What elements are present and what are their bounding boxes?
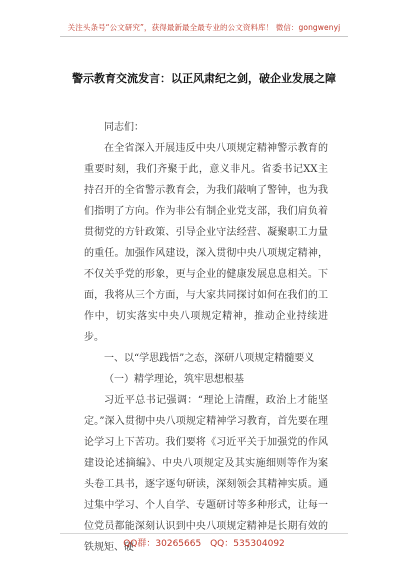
section-heading-1: 一、以“学思践悟”之态，深研八项规定精髓要义 <box>104 353 315 364</box>
header-divider <box>60 36 348 37</box>
footer-qq-number: QQ：535304092 <box>210 539 285 549</box>
footer-divider <box>60 533 348 534</box>
footer-qq-group: QQ群：30265665 <box>123 539 202 549</box>
paragraph-intro: 在全省深入开展违反中央八项规定精神警示教育的重要时刻，我们齐聚于此，意义非凡。省委书记XX主持召开的全省警示教育会，为我们敲响了警钟，也为我们指明了方向。作为非公有制企业党支部，我们肩负着贯彻党的方针政策、引导企业守法经营、凝聚职工力量的重任。加强作风建设，深入贯彻中央八项规定精神，不仅关乎党的形象，更与企业的健康发展息息相关。下面，我将从三个方面，与大家共同探讨如何在我们的工作中，切实落实中央八项规定精神，推动企业持续进步。 <box>84 143 328 343</box>
paragraph-theory: 习近平总书记强调：“理论上清醒，政治上才能坚定。”深入贯彻中央八项规定精神学习教育，首先要在理论学习上下苦功。我们要将《习近平关于加强党的作风建设论述摘编》、中央八项规定及其实施细则等作为案头卷工具书，逐字逐句研读，深刻领会其精神实质。通过集中学习、个人自学、专题研讨等多种形式，让每一位党员都能深刻认识到中央八项规定精神是长期有效的铁规矩、硬 <box>84 395 328 553</box>
footer-contact <box>0 536 408 549</box>
header-note: 关注头条号“公文研究”，获得最新最全最专业的公文资料库！ 微信：gongwenyj <box>67 23 341 32</box>
subsection-heading-1: （一）精学理论，筑牢思想根基 <box>104 374 244 385</box>
document-body <box>84 117 328 558</box>
salutation: 同志们： <box>104 122 144 133</box>
document-title: 警示教育交流发言：以正风肃纪之剑，破企业发展之障 <box>72 72 336 85</box>
